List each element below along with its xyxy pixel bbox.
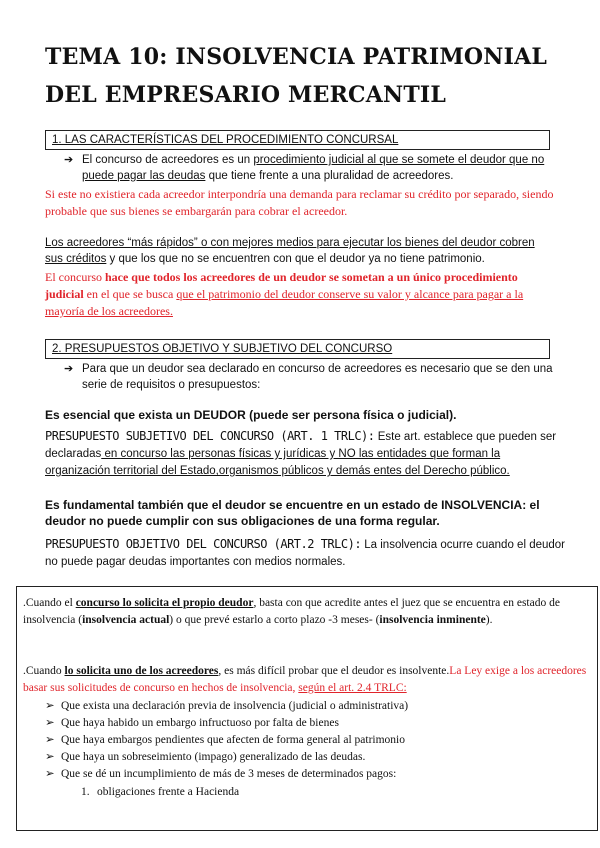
section-1-red-paragraph: Si este no existiera cada acreedor interpondría una demanda para reclamar su crédito por separado, siendo probable que sus bienes se embargarán para cobrar el acreedor.: [45, 187, 554, 218]
presupuesto-objetivo-paragraph: PRESUPUESTO OBJETIVO DEL CONCURSO (ART.2 TRLC): La insolvencia ocurre cuando el deudor no puede pagar deudas importantes con medios normales.: [45, 537, 566, 568]
presupuesto-subjetivo-paragraph: PRESUPUESTO SUBJETIVO DEL CONCURSO (ART. 1 TRLC): Este art. establece que pueden ser declaradas en concurso las personas físicas y jurídicas y NO las entidades que forman la organización territorial del Estado,organismos públicos y demás entes del Derecho público.: [45, 429, 557, 477]
deudor-solicita-paragraph: .Cuando el concurso lo solicita el propio deudor, basta con que acredite antes el juez que se encuentra en estado de insolvencia (insolvencia actual) o que prevé estarlo a corto plazo -3 meses- (insolvencia inminente).: [23, 597, 560, 626]
arrowhead-bullet-icon: ➢: [45, 717, 55, 729]
section-1-red-paragraph-2: El concurso hace que todos los acreedores de un deudor se sometan a un único procedimiento judicial en el que se busca que el patrimonio del deudor conserve su valor y alcance para pagar a la mayoría de los acreedores.: [45, 270, 524, 318]
arrow-right-icon: ➔: [64, 363, 74, 375]
essential-deudor-text: Es esencial que exista un DEUDOR (puede ser persona física o judicial).: [45, 408, 457, 422]
list-item: ➢ Que se dé un incumplimiento de más de 3 meses de determinados pagos:: [45, 768, 397, 780]
acreedor-solicita-paragraph: .Cuando lo solicita uno de los acreedores, es más difícil probar que el deudor es insolvente.La Ley exige a los acreedores basar sus solicitudes de concurso en hechos de insolvencia, según el art. 2.4 TRLC:: [23, 665, 587, 694]
section-2-heading: 2. PRESUPUESTOS OBJETIVO Y SUBJETIVO DEL CONCURSO: [45, 339, 550, 359]
section-2-bullet: Para que un deudor sea declarado en concurso de acreedores es necesario que se den una serie de requisitos o presupuestos:: [82, 363, 553, 391]
arrowhead-bullet-icon: ➢: [45, 768, 55, 780]
list-item: ➢ Que haya un sobreseimiento (impago) generalizado de las deudas.: [45, 751, 366, 763]
section-1-heading: 1. LAS CARACTERÍSTICAS DEL PROCEDIMIENTO CONCURSAL: [45, 130, 550, 150]
arrowhead-bullet-icon: ➢: [45, 700, 55, 712]
insolvencia-text: Es fundamental también que el deudor se encuentre en un estado de INSOLVENCIA: el deudor no puede cumplir con sus obligaciones de una forma regular.: [45, 498, 540, 528]
sub-list-item: 1. obligaciones frente a Hacienda: [81, 786, 240, 798]
arrowhead-bullet-icon: ➢: [45, 734, 55, 746]
solicitud-box: [16, 586, 598, 831]
page-title: TEMA 10: INSOLVENCIA PATRIMONIAL DEL EMPRESARIO MERCANTIL: [45, 44, 548, 108]
section-1-bullet: El concurso de acreedores es un procedimiento judicial al que se somete el deudor que no puede pagar las deudas que tiene frente a una pluralidad de acreedores.: [82, 154, 545, 182]
arrowhead-bullet-icon: ➢: [45, 751, 55, 763]
section-1-paragraph-2: Los acreedores “más rápidos” o con mejores medios para ejecutar los bienes del deudor cobren sus créditos y que los que no se encuentren con que el deudor ya no tiene patrimonio.: [45, 237, 535, 265]
arrow-right-icon: ➔: [64, 154, 74, 166]
list-item: ➢ Que haya embargos pendientes que afecten de forma general al patrimonio: [45, 734, 406, 746]
list-item: ➢ Que exista una declaración previa de insolvencia (judicial o administrativa): [45, 700, 409, 712]
list-item: ➢ Que haya habido un embargo infructuoso por falta de bienes: [45, 717, 339, 729]
